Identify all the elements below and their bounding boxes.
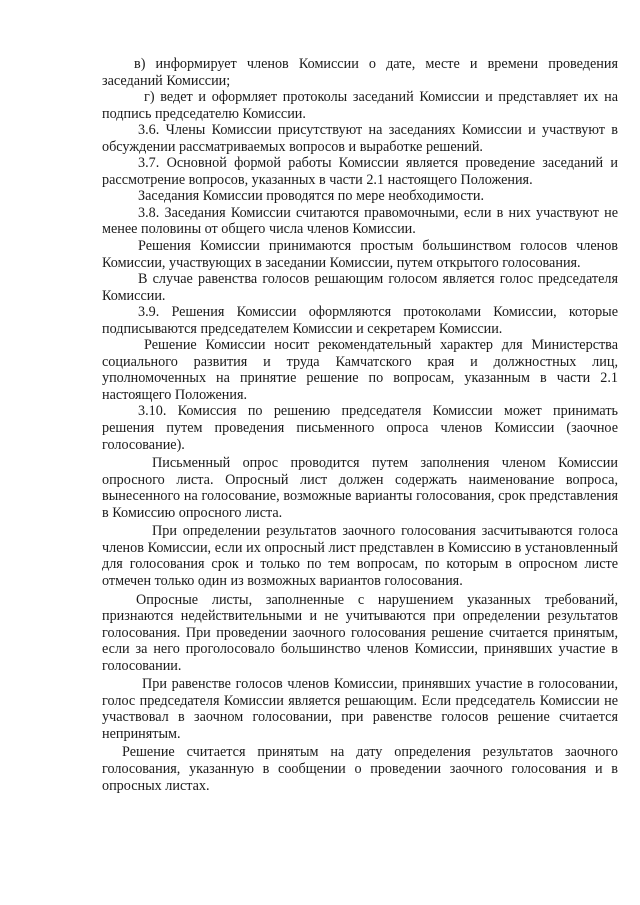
paragraph-3-7: 3.7. Основной формой работы Комиссии является проведение заседаний и рассмотрение вопросов, указанных в части 2.1 настоящего Положения. — [102, 155, 618, 188]
paragraph-advisory-nature: Решение Комиссии носит рекомендательный характер для Министерства социального развития и труда Камчатского края и должностных лиц, уполномоченных на принятие решение по вопросам, указанным в части 2.1 настоящего Положения. — [102, 337, 618, 403]
paragraph-counting-votes: При определении результатов заочного голосования засчитываются голоса членов Комиссии, если их опросный лист представлен в Комиссию в установленный для голосования срок и только по тем вопросам, по которым в опросном листе отмечен только один из возможных вариантов голосования. — [102, 523, 618, 589]
paragraph-meetings-frequency: Заседания Комиссии проводятся по мере необходимости. — [138, 188, 485, 205]
paragraph-3-6: 3.6. Члены Комиссии присутствуют на заседаниях Комиссии и участвуют в обсуждении рассматриваемых вопросов и выработке решений. — [102, 122, 618, 155]
paragraph-decisions-majority: Решения Комиссии принимаются простым большинством голосов членов Комиссии, участвующих в заседании Комиссии, путем открытого голосования. — [102, 238, 618, 271]
paragraph-chair-decisive: При равенстве голосов членов Комиссии, принявших участие в голосовании, голос председателя Комиссии является решающим. Если председатель Комиссии не участвовал в заочном голосовании, при равенстве голосов решение считается непринятым. — [102, 676, 618, 742]
paragraph-invalid-sheets: Опросные листы, заполненные с нарушением указанных требований, признаются недействительными и не учитываются при определении результатов голосования. При проведении заочного голосования решение считается принятым, если за него проголосовало большинство членов Комиссии, принявших участие в голосовании. — [102, 591, 618, 674]
paragraph-tie-vote: В случае равенства голосов решающим голосом является голос председателя Комиссии. — [102, 271, 618, 304]
paragraph-3-8: 3.8. Заседания Комиссии считаются правомочными, если в них участвуют не менее половины от общего числа членов Комиссии. — [102, 204, 618, 238]
document-page — [102, 56, 618, 794]
paragraph-decision-date: Решение считается принятым на дату определения результатов заочного голосования, указанную в сообщении о проведении заочного голосования и в опросных листах. — [102, 744, 618, 794]
paragraph-3-9: 3.9. Решения Комиссии оформляются протоколами Комиссии, которые подписываются председателем Комиссии и секретарем Комиссии. — [102, 304, 618, 337]
paragraph-written-survey: Письменный опрос проводится путем заполнения членом Комиссии опросного листа. Опросный лист должен содержать наименование вопроса, вынесенного на голосование, возможные варианты голосования, срок представления в Комиссию опросного листа. — [102, 455, 618, 521]
paragraph-3-5-g: г) ведет и оформляет протоколы заседаний Комиссии и представляет их на подпись председателю Комиссии. — [102, 89, 618, 122]
paragraph-3-5-v: в) информирует членов Комиссии о дате, месте и времени проведения заседаний Комиссии; — [102, 56, 618, 89]
paragraph-3-10: 3.10. Комиссия по решению председателя Комиссии может принимать решения путем проведения письменного опроса членов Комиссии (заочное голосование). — [102, 403, 618, 453]
